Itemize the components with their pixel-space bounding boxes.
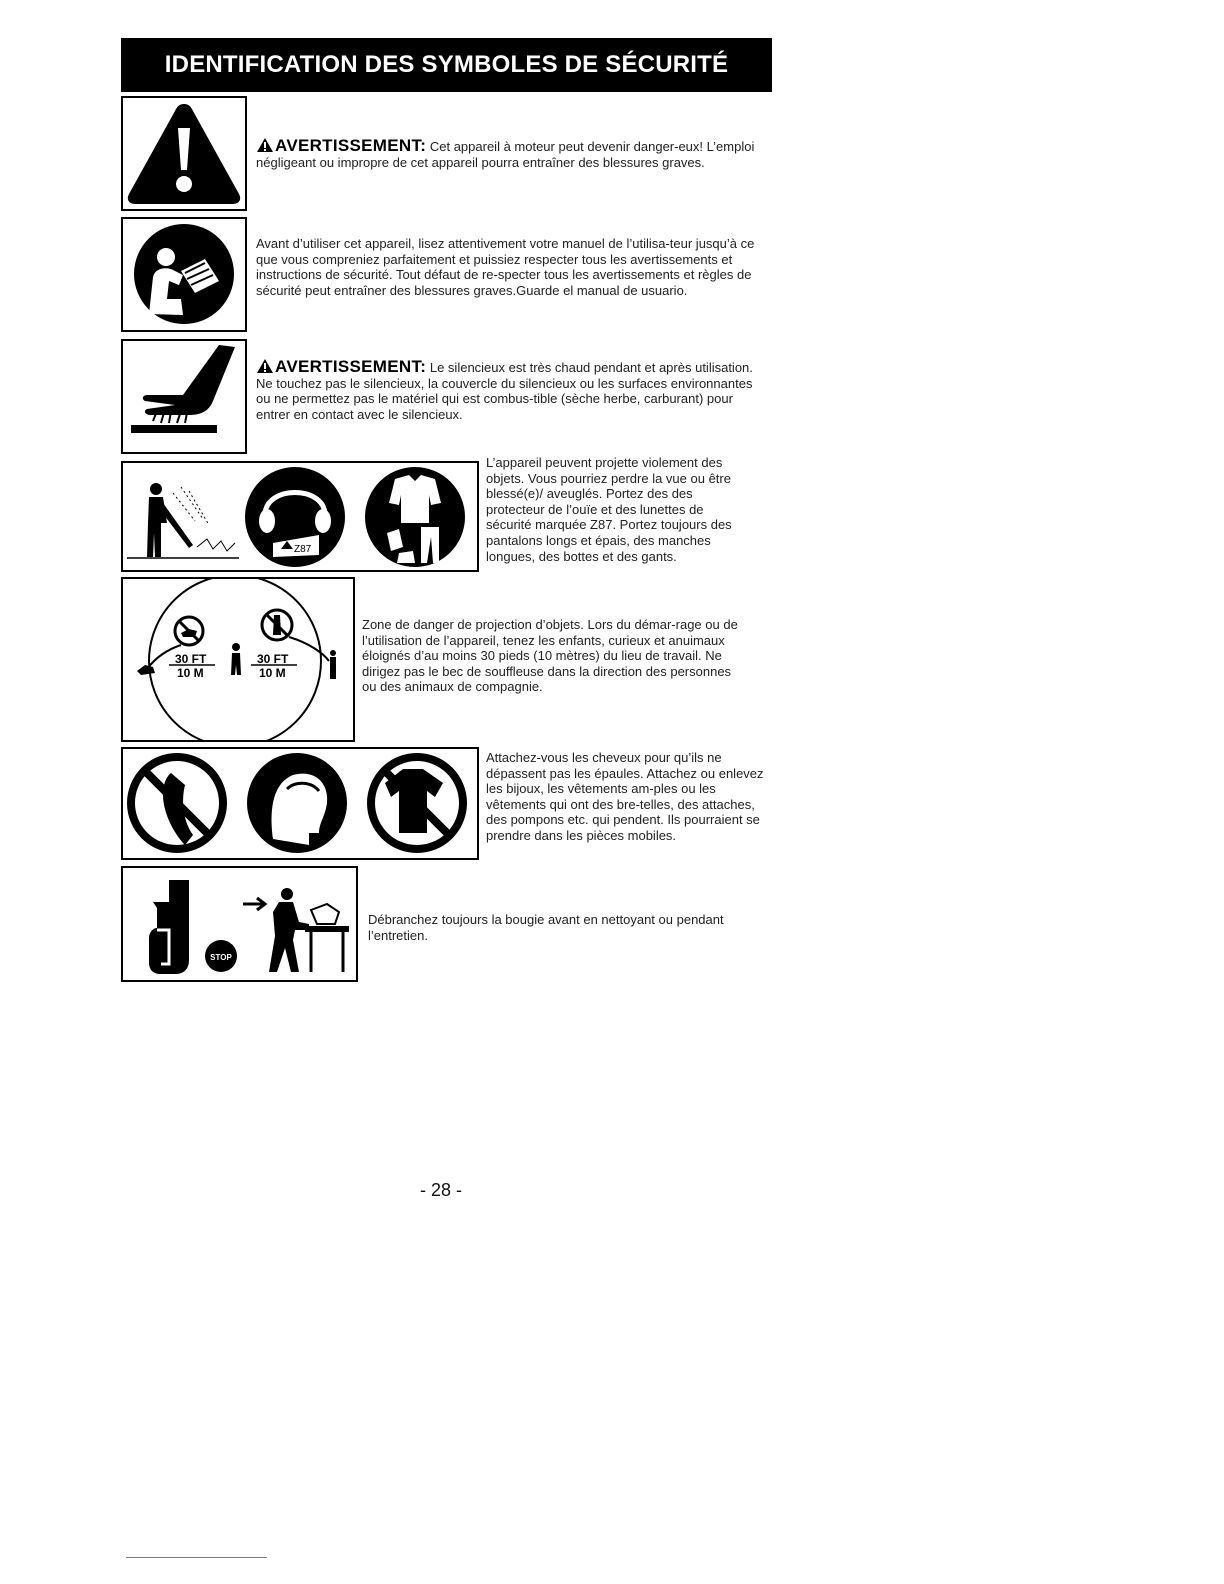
warning-small-icon xyxy=(256,137,274,153)
warning-body: Cet appareil à moteur peut devenir danger-eux! L’emploi négligeant ou impropre de cet appareil pourra entraîner des blessures graves. xyxy=(256,139,755,170)
warning-small-icon xyxy=(256,358,274,374)
danger-zone-icon xyxy=(121,577,355,742)
warning-body: Le silencieux est très chaud pendant et après utilisation. Ne touchez pas le silencieux, la couvercle du silencieux ou les surfaces environnantes ou ne permettez pas le matériel qui est combus-tible (sèche herbe, carburant) pour entrer en contact avec le silencieux. xyxy=(256,360,753,422)
stop-label: STOP xyxy=(210,953,232,962)
distance-m-left: 10 M xyxy=(177,666,204,680)
page-title: IDENTIFICATION DES SYMBOLES DE SÉCURITÉ xyxy=(121,38,772,92)
footer-divider xyxy=(126,1557,267,1558)
section-2-text: Avant d’utiliser cet appareil, lisez attentivement votre manuel de l’utilisa-teur jusqu’à ce que vous compreniez parfaitement et puissiez respecter tous les avertissements et instructions de sécurité. Tout défaut de re-specter tous les avertissements et règles de sécurité peut entraîner des blessures graves.Guarde el manual de usuario. xyxy=(256,236,755,298)
disconnect-spark-plug-icon xyxy=(121,866,358,982)
page-number: - 28 - xyxy=(420,1180,463,1200)
warning-label: AVERTISSEMENT: xyxy=(275,357,427,376)
loose-hair-clothing-icon xyxy=(121,747,479,860)
protective-gear-icon xyxy=(121,461,479,572)
warning-label: AVERTISSEMENT: xyxy=(275,136,427,155)
distance-ft-left: 30 FT xyxy=(175,652,207,666)
section-7-text: Débranchez toujours la bougie avant en nettoyant ou pendant l’entretien. xyxy=(368,912,724,943)
section-1-text xyxy=(256,137,756,170)
section-6-text: Attachez-vous les cheveux pour qu’ils ne dépassent pas les épaules. Attachez ou enlevez les bijoux, les vêtements am-ples ou les vêtements qui ont des bre-telles, des attaches, des pompons etc. qui pendent. Ils pourraient se prendre dans les pièces mobiles. xyxy=(486,750,764,843)
z87-label: Z87 xyxy=(294,544,312,555)
read-manual-icon xyxy=(121,217,247,332)
section-4-text: L’appareil peuvent projette violement des objets. Vous pourriez perdre la vue ou être blessé(e)/ aveuglés. Portez des des protecteur de l’ouïe et des lunettes de sécurité marquée Z87. Portez toujours des pantalons longs et épais, des manches longues, des bottes et des gants. xyxy=(486,455,732,564)
hot-surface-icon xyxy=(121,339,247,454)
distance-ft-right: 30 FT xyxy=(257,652,289,666)
warning-triangle-icon xyxy=(121,96,247,211)
section-3-text xyxy=(256,358,762,422)
distance-m-right: 10 M xyxy=(259,666,286,680)
section-5-text: Zone de danger de projection d’objets. Lors du démar-rage ou de l’utilisation de l’appareil, tenez les enfants, curieux et anuimaux éloignés d’au moins 30 pieds (10 mètres) du lieu de travail. Ne dirigez pas le bec de souffleuse dans la direction des personnes ou des animaux de compagnie. xyxy=(362,617,738,695)
